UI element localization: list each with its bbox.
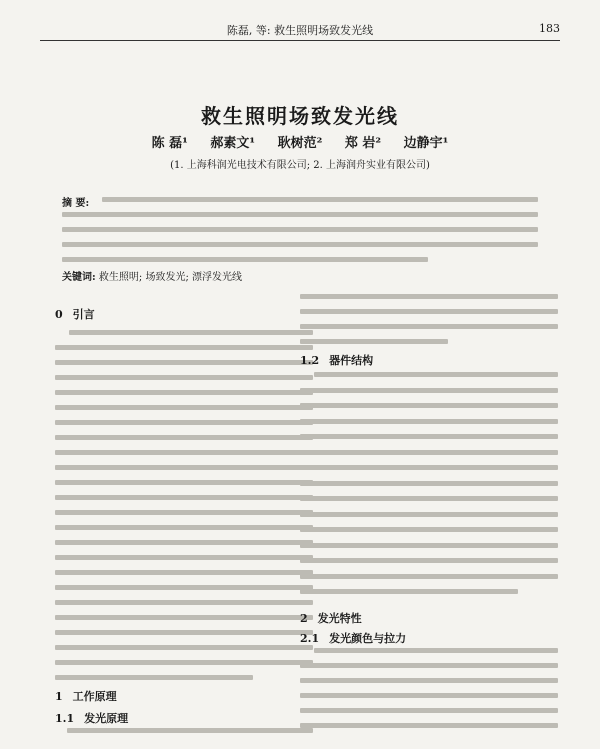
body-text-line bbox=[300, 403, 558, 408]
body-text-line bbox=[300, 465, 558, 470]
abstract-text-line bbox=[62, 227, 538, 232]
body-text-line bbox=[55, 645, 313, 650]
body-text-line bbox=[300, 434, 558, 439]
body-text-line bbox=[69, 330, 313, 335]
body-text-line bbox=[55, 435, 313, 440]
body-text-line bbox=[55, 540, 313, 545]
abstract-text-line bbox=[62, 212, 538, 217]
body-text-line bbox=[55, 375, 313, 380]
body-text-line bbox=[55, 675, 253, 680]
body-text-line bbox=[55, 360, 313, 365]
abstract-text-line bbox=[62, 242, 538, 247]
section-heading: 1 工作原理 bbox=[55, 690, 117, 703]
body-text-line bbox=[55, 420, 313, 425]
body-text-line bbox=[55, 405, 313, 410]
body-text-line bbox=[300, 574, 558, 579]
author: 郝素文¹ bbox=[210, 136, 256, 151]
running-header bbox=[40, 18, 560, 41]
subsection-heading: 1.2 器件结构 bbox=[300, 354, 374, 367]
body-text-line bbox=[300, 481, 558, 486]
body-text-line bbox=[55, 465, 313, 470]
paper-title: 救生照明场致发光线 bbox=[201, 104, 399, 128]
body-text-line bbox=[300, 527, 558, 532]
author: 陈 磊¹ bbox=[151, 136, 188, 151]
body-text-line bbox=[55, 630, 313, 635]
body-text-line bbox=[55, 660, 313, 665]
affiliation: (1. 上海科润光电技术有限公司; 2. 上海润舟实业有限公司) bbox=[170, 160, 430, 171]
body-text-line bbox=[300, 708, 558, 713]
body-text-line bbox=[300, 723, 558, 728]
body-text-line bbox=[300, 388, 558, 393]
author: 边静宇¹ bbox=[403, 136, 449, 151]
body-text-line bbox=[55, 510, 313, 515]
abstract-block bbox=[62, 194, 538, 274]
body-text-line bbox=[55, 600, 313, 605]
body-text-line bbox=[300, 339, 448, 344]
body-text-line bbox=[55, 525, 313, 530]
section-heading: 2 发光特性 bbox=[300, 612, 362, 625]
body-text-line bbox=[300, 324, 558, 329]
body-text-line bbox=[300, 558, 558, 563]
author: 耿树范² bbox=[277, 136, 323, 151]
abstract-label: 摘 要: bbox=[62, 198, 90, 209]
keywords-label: 关键词: bbox=[62, 272, 96, 283]
left-column bbox=[55, 290, 313, 740]
body-text-line bbox=[55, 450, 313, 455]
abstract-text-line bbox=[62, 257, 428, 262]
body-text-line bbox=[55, 585, 313, 590]
keywords-text: 救生照明; 场致发光; 漂浮发光线 bbox=[98, 272, 242, 283]
section-heading: 0 引言 bbox=[55, 308, 95, 321]
body-text-line bbox=[55, 495, 313, 500]
body-text-line bbox=[67, 728, 313, 733]
subsection-heading: 1.1 发光原理 bbox=[55, 712, 129, 725]
body-text-line bbox=[300, 693, 558, 698]
body-text-line bbox=[300, 496, 558, 501]
body-text-line bbox=[300, 294, 558, 299]
keywords bbox=[62, 268, 242, 283]
body-text-line bbox=[55, 570, 313, 575]
body-text-line bbox=[55, 480, 313, 485]
body-text-line bbox=[300, 450, 558, 455]
body-text-line bbox=[55, 390, 313, 395]
body-text-line bbox=[300, 589, 518, 594]
body-text-line bbox=[314, 372, 558, 377]
body-text-line bbox=[300, 309, 558, 314]
body-text-line bbox=[300, 512, 558, 517]
abstract-text-line bbox=[102, 197, 538, 202]
body-text-line bbox=[300, 678, 558, 683]
page-number: 183 bbox=[539, 22, 560, 35]
author: 郑 岩² bbox=[344, 136, 382, 151]
body-text-line bbox=[300, 419, 558, 424]
body-text-line bbox=[55, 345, 313, 350]
body-text-line bbox=[300, 543, 558, 548]
body-text-line bbox=[314, 648, 558, 653]
body-text-line bbox=[300, 663, 558, 668]
author-list bbox=[0, 132, 600, 151]
right-column bbox=[300, 290, 558, 740]
subsection-heading: 2.1 发光颜色与拉力 bbox=[300, 632, 407, 645]
body-text-line bbox=[55, 555, 313, 560]
running-title: 陈磊, 等: 救生照明场致发光线 bbox=[226, 24, 374, 37]
body-text-line bbox=[55, 615, 313, 620]
